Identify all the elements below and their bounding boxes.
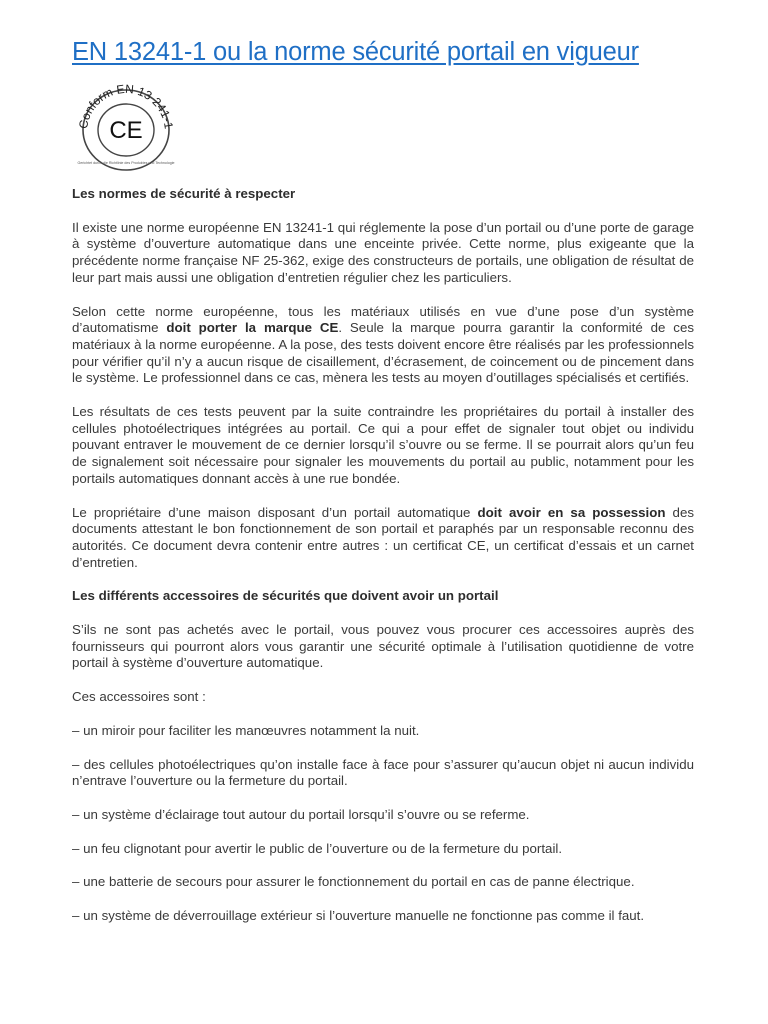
section-heading-norms: Les normes de sécurité à respecter [72,186,296,201]
list-item: – un miroir pour faciliter les manœuvres notamment la nuit. [72,722,420,738]
section-heading-accessories: Les différents accessoires de sécurités que doivent avoir un portail [72,588,499,604]
paragraph-2: Selon cette norme européenne, tous les matériaux utilisés en vue d’une pose d’un système d’automatisme doit porter la marque CE. Seule la marque pourra garantir la conformité de ces matériaux à la norme européenne. A la pose, des tests doivent encore être réalisés par les professionnels pour vérifier qu’il n’y a aucun risque de cisaillement, d’écrasement, de coincement ou de pincement dans le système. Le professionnel dans ce cas, mènera les tests au moyen d’outillages spécialisés et certifiés. [72,303,694,386]
paragraph-1: Il existe une norme européenne EN 13241-1 qui réglemente la pose d’un portail ou d’une porte de garage à système d’ouverture automatique dans une enceinte privée. Cette norme, plus exigeante que la précédente norme française NF 25-362, exige des constructeurs de portails, une obligation de résultat de leur part mais aussi une obligation d’entretien régulier chez les particuliers. [72,219,694,285]
list-item: – un système de déverrouillage extérieur si l’ouverture manuelle ne fonctionne pas comme il faut. [72,908,645,924]
list-item: – une batterie de secours pour assurer le fonctionnement du portail en cas de panne électrique. [72,874,635,890]
paragraph-5: S’ils ne sont pas achetés avec le portail, vous pouvez vous procurer ces accessoires auprès des fournisseurs qui pourront alors vous garantir une sécurité optimale à l’utilisation quotidienne de votre portail à système d’ouverture automatique. [72,622,694,671]
list-item: – un système d’éclairage tout autour du portail lorsqu’il s’ouvre ou se referme. [72,806,530,822]
list-item: – des cellules photoélectriques qu’on installe face à face pour s’assurer qu’aucun objet ni aucun individu n’entrave l’ouverture ou la fermeture du portail. [72,756,694,789]
paragraph-6: Ces accessoires sont : [72,689,206,705]
seal-small-text: Gerichtet durch die Richtlinie des Produktes und Technologie [77,161,175,165]
ce-conformity-seal [70,76,182,178]
paragraph-3: Les résultats de ces tests peuvent par la suite contraindre les propriétaires du portail à installer des cellules photoélectriques intégrées au portail. Ce qui a pour effet de signaler tout objet ou individu pouvant entraver le mouvement de ce dernier lorsqu’il s’ouvre ou se ferme. Il se pourrait alors qu’un feu de signalement soit nécessaire pour signaler les mouvements du portail au public, notamment pour les portails automatiques donnant accès à une rue bondée. [72,404,694,486]
paragraph-4: Le propriétaire d’une maison disposant d’un portail automatique doit avoir en sa possession des documents attestant le bon fonctionnement de son portail et paraphés par un responsable reconnu des autorités. Ce document devra contenir entre autres : un certificat CE, un certificat d’essais et un carnet d’entretien. [72,504,694,570]
article-body [72,186,694,942]
ce-mark: CE [109,117,143,144]
list-item: – un feu clignotant pour avertir le public de l’ouverture ou de la fermeture du portail. [72,840,563,856]
seal-text: Conform EN 13 241-1 [76,81,176,130]
emphasis-possession: doit avoir en sa possession [477,504,666,520]
page-title: EN 13241-1 ou la norme sécurité portail en vigueur [72,38,639,66]
emphasis-ce-mark: doit porter la marque CE [166,320,339,336]
